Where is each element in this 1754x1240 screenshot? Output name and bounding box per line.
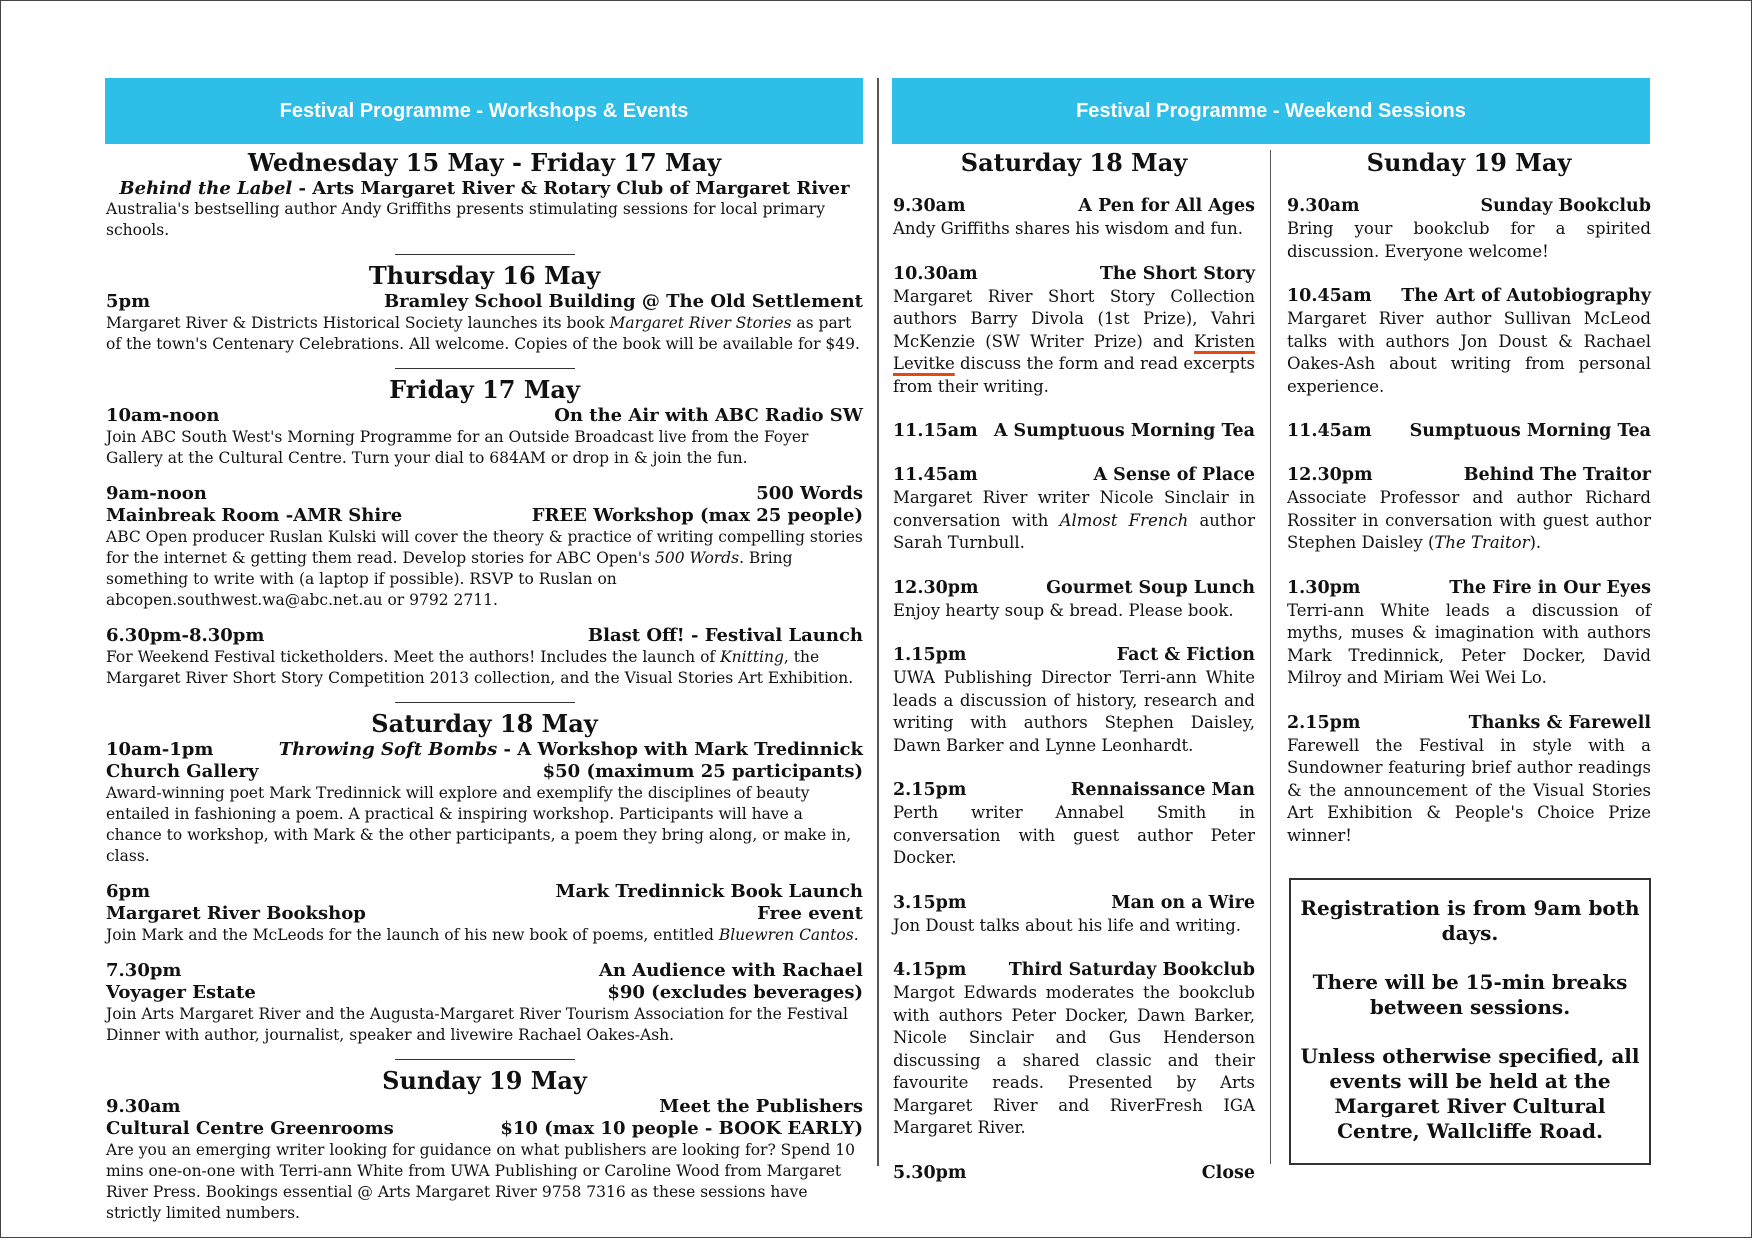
- event-title: Behind the Label - Arts Margaret River & Rotary Club of Margaret River: [119, 178, 850, 199]
- session: [893, 196, 1255, 241]
- session: [893, 780, 1255, 870]
- column-divider: [877, 78, 879, 1166]
- day-heading: Saturday 18 May: [960, 148, 1188, 177]
- event-time: 6.30pm-8.30pm: [106, 625, 265, 646]
- session-description: Jon Doust talks about his life and writing.: [893, 915, 1242, 935]
- event-500-words: [106, 483, 863, 611]
- event-soft-bombs: [106, 739, 863, 867]
- session-description: UWA Publishing Director Terri-ann White leads a discussion of history, research and writing with authors Stephen Daisley, Dawn Barker and Lynne Leonhardt.: [893, 668, 1255, 755]
- session-title: Third Saturday Bookclub: [1008, 960, 1255, 980]
- event-time: 5pm: [106, 291, 151, 312]
- session-title: The Short Story: [1099, 263, 1255, 284]
- session-title: Thanks & Farewell: [1468, 712, 1651, 733]
- session: [893, 264, 1255, 399]
- session: [893, 893, 1255, 938]
- event-price: $10 (max 10 people - BOOK EARLY): [500, 1118, 863, 1139]
- session: [1287, 465, 1651, 555]
- event-venue: Voyager Estate: [106, 982, 256, 1003]
- event-venue: Margaret River Bookshop: [106, 903, 366, 924]
- session: [893, 578, 1255, 623]
- session-description: Enjoy hearty soup & bread. Please book.: [893, 600, 1234, 620]
- banner-workshops-events: [105, 78, 863, 144]
- banner-weekend-sessions: [892, 78, 1650, 144]
- session-title: A Pen for All Ages: [1078, 196, 1255, 216]
- sunday-sessions-column: [1287, 148, 1651, 870]
- session-time: 1.15pm: [893, 645, 967, 665]
- session-description: Andy Griffiths shares his wisdom and fun.: [893, 219, 1244, 238]
- divider: [395, 254, 575, 255]
- event-title: An Audience with Rachael: [598, 960, 863, 981]
- event-description: Australia's bestselling author Andy Griffiths presents stimulating sessions for local primary schools.: [106, 200, 825, 239]
- event-venue: Bramley School Building @ The Old Settlement: [383, 291, 863, 312]
- event-title: 500 Words: [756, 483, 863, 504]
- session-time: 11.45am: [1287, 421, 1372, 441]
- session-description: Perth writer Annabel Smith in conversation with guest author Peter Docker.: [893, 803, 1255, 867]
- events-saturday: [106, 709, 863, 1046]
- event-audience-rachael: [106, 960, 863, 1046]
- event-title: Meet the Publishers: [659, 1096, 863, 1117]
- session-description: Margaret River Short Story Collection authors Barry Divola (1st Prize), Vahri McKenzie (SW Writer Prize) and Kristen Levitke discuss the form and read excerpts from their writing.: [893, 286, 1255, 396]
- event-time: 10am-1pm: [106, 739, 214, 760]
- event-description: Margaret River & Districts Historical Society launches its book Margaret River Stories as part of the town's Centenary Celebrations. All welcome. Copies of the book will be available for $49.: [106, 314, 860, 353]
- session-time: 4.15pm: [893, 960, 967, 980]
- session-title: The Art of Autobiography: [1401, 286, 1651, 306]
- event-description: Join Arts Margaret River and the Augusta-Margaret River Tourism Association for the Festival Dinner with author, journalist, speaker and livewire Rachael Oakes-Ash.: [106, 1005, 848, 1044]
- event-description: Are you an emerging writer looking for guidance on what publishers are looking for? Spend 10 mins one-on-one with Terri-ann White from UWA Publishing or Caroline Wood from Margaret River Press. Bookings essential @ Arts Margaret River 9758 7316 as these sessions have strictly limited numbers.: [106, 1141, 855, 1222]
- session-description: Terri-ann White leads a discussion of myths, muses & imagination with authors Mark Tredinnick, Peter Docker, David Milroy and Miriam Wei Wei Lo.: [1287, 600, 1651, 687]
- divider: [395, 1059, 575, 1060]
- session-time: 11.45am: [893, 465, 978, 485]
- session-title: Sumptuous Morning Tea: [1409, 421, 1651, 441]
- event-price: $90 (excludes beverages): [607, 982, 863, 1003]
- session: [1287, 578, 1651, 690]
- event-venue: Church Gallery: [106, 761, 259, 782]
- event-description: For Weekend Festival ticketholders. Meet the authors! Includes the launch of Knitting, the Margaret River Short Story Competition 2013 collection, and the Visual Stories Art Exhibition.: [106, 648, 854, 687]
- session-time: 9.30am: [893, 196, 966, 216]
- day-heading: Sunday 19 May: [1366, 148, 1572, 177]
- day-heading: Friday 17 May: [389, 375, 580, 404]
- event-time: 9.30am: [106, 1096, 181, 1117]
- session-description: Associate Professor and author Richard Rossiter in conversation with guest author Stephen Daisley (The Traitor).: [1287, 488, 1651, 552]
- events-friday: [106, 375, 863, 689]
- info-registration: Registration is from 9am both days.: [1300, 896, 1640, 945]
- session: [893, 645, 1255, 757]
- day-heading: Sunday 19 May: [382, 1066, 587, 1095]
- day-heading: Wednesday 15 May - Friday 17 May: [247, 148, 722, 177]
- session-time: 3.15pm: [893, 892, 967, 913]
- divider: [395, 368, 575, 369]
- session: [1287, 196, 1651, 263]
- saturday-sessions-column: [893, 148, 1255, 1207]
- event-title: Mark Tredinnick Book Launch: [555, 881, 863, 902]
- event-sunday: [106, 1066, 863, 1224]
- session-time: 12.30pm: [893, 577, 979, 598]
- event-title: Blast Off! - Festival Launch: [587, 625, 863, 646]
- event-wednesday: [106, 148, 863, 241]
- session: [1287, 713, 1651, 848]
- session-time: 12.30pm: [1287, 465, 1373, 485]
- event-description: Join ABC South West's Morning Programme for an Outside Broadcast live from the Foyer Gallery at the Cultural Centre. Turn your dial to 684AM or drop in & join the fun.: [106, 428, 809, 467]
- session-time: 1.30pm: [1287, 577, 1361, 598]
- session-description: Farewell the Festival in style with a Sundowner featuring brief author readings & the announcement of the Visual Stories Art Exhibition & People's Choice Prize winner!: [1287, 735, 1651, 845]
- event-thursday: [106, 261, 863, 355]
- event-venue: Cultural Centre Greenrooms: [106, 1118, 394, 1139]
- event-on-the-air: [106, 405, 863, 469]
- session-title: A Sumptuous Morning Tea: [993, 421, 1255, 441]
- event-description: Award-winning poet Mark Tredinnick will explore and exemplify the disciplines of beauty entailed in fashioning a poem. A practical & inspiring workshop. Participants will have a chance to workshop, with Mark & the other participants, a poem they bring along, or make in, class.: [106, 784, 852, 865]
- session-time: 10.45am: [1287, 286, 1372, 306]
- session-title: Rennaissance Man: [1070, 780, 1255, 800]
- event-time: 6pm: [106, 881, 151, 902]
- event-description: Join Mark and the McLeods for the launch of his new book of poems, entitled Bluewren Cantos.: [106, 926, 859, 944]
- session: [1287, 286, 1651, 398]
- event-venue: Mainbreak Room -AMR Shire: [106, 505, 403, 526]
- session-description: Margaret River author Sullivan McLeod talks with authors Jon Doust & Rachael Oakes-Ash about writing from personal experience.: [1287, 309, 1651, 396]
- session-time: 9.30am: [1287, 196, 1360, 216]
- session-time: 2.15pm: [1287, 712, 1361, 733]
- event-price: FREE Workshop (max 25 people): [531, 505, 863, 526]
- registration-info-box: [1289, 878, 1651, 1165]
- event-price: Free event: [757, 903, 863, 924]
- session-title: Man on a Wire: [1111, 892, 1255, 913]
- event-description: ABC Open producer Ruslan Kulski will cover the theory & practice of writing compelling stories for the internet & getting them read. Develop stories for ABC Open's 500 Words. Bring something to write with (a laptop if possible). RSVP to Ruslan on abcopen.southwest.wa@abc.net.au or 9792 2711.: [106, 528, 863, 609]
- event-book-launch: [106, 881, 863, 946]
- session: [893, 960, 1255, 1140]
- session-time: 10.30am: [893, 263, 978, 284]
- day-heading: Saturday 18 May: [371, 709, 598, 738]
- session-time: 2.15pm: [893, 780, 967, 800]
- banner-title: Festival Programme - Weekend Sessions: [1076, 99, 1466, 122]
- session-title: The Fire in Our Eyes: [1449, 577, 1651, 598]
- info-breaks: There will be 15-min breaks between sessions.: [1312, 970, 1628, 1019]
- session-description: Margot Edwards moderates the bookclub with authors Peter Docker, Dawn Barker, Nicole Sinclair and Gus Henderson discussing a shared classic and their favourite reads. Presented by Arts Margaret River and RiverFresh IGA Margaret River.: [893, 983, 1255, 1137]
- day-heading: Thursday 16 May: [368, 261, 601, 290]
- divider: [395, 702, 575, 703]
- info-venue: Unless otherwise specified, all events will be held at the Margaret River Cultural Centre, Wallcliffe Road.: [1300, 1044, 1640, 1143]
- session: [893, 421, 1255, 442]
- session-time: 11.15am: [893, 421, 978, 441]
- session: [1287, 421, 1651, 442]
- session-title: Close: [1201, 1162, 1255, 1183]
- session-title: Fact & Fiction: [1116, 645, 1255, 665]
- workshops-events-column: [106, 148, 863, 1224]
- session-title: A Sense of Place: [1093, 465, 1255, 485]
- event-festival-launch: [106, 625, 863, 689]
- session: [893, 465, 1255, 555]
- event-time: 10am-noon: [106, 405, 220, 426]
- column-divider: [1270, 150, 1271, 1164]
- session-title: Behind The Traitor: [1463, 465, 1651, 485]
- session-title: Sunday Bookclub: [1480, 196, 1651, 216]
- highlighted-name: Kristen Levitke: [893, 331, 1255, 373]
- session-title: Gourmet Soup Lunch: [1046, 577, 1255, 598]
- event-time: 9am-noon: [106, 483, 207, 504]
- event-time: 7.30pm: [106, 960, 182, 981]
- banner-title: Festival Programme - Workshops & Events: [279, 99, 689, 122]
- event-price: $50 (maximum 25 participants): [542, 761, 863, 782]
- session-description: Bring your bookclub for a spirited discussion. Everyone welcome!: [1287, 219, 1651, 261]
- session-description: Margaret River writer Nicole Sinclair in conversation with Almost French author Sarah Turnbull.: [893, 488, 1255, 552]
- event-title: On the Air with ABC Radio SW: [554, 405, 863, 426]
- session-time: 5.30pm: [893, 1162, 967, 1183]
- event-title: Throwing Soft Bombs - A Workshop with Mark Tredinnick: [278, 739, 863, 760]
- session: [893, 1163, 1255, 1184]
